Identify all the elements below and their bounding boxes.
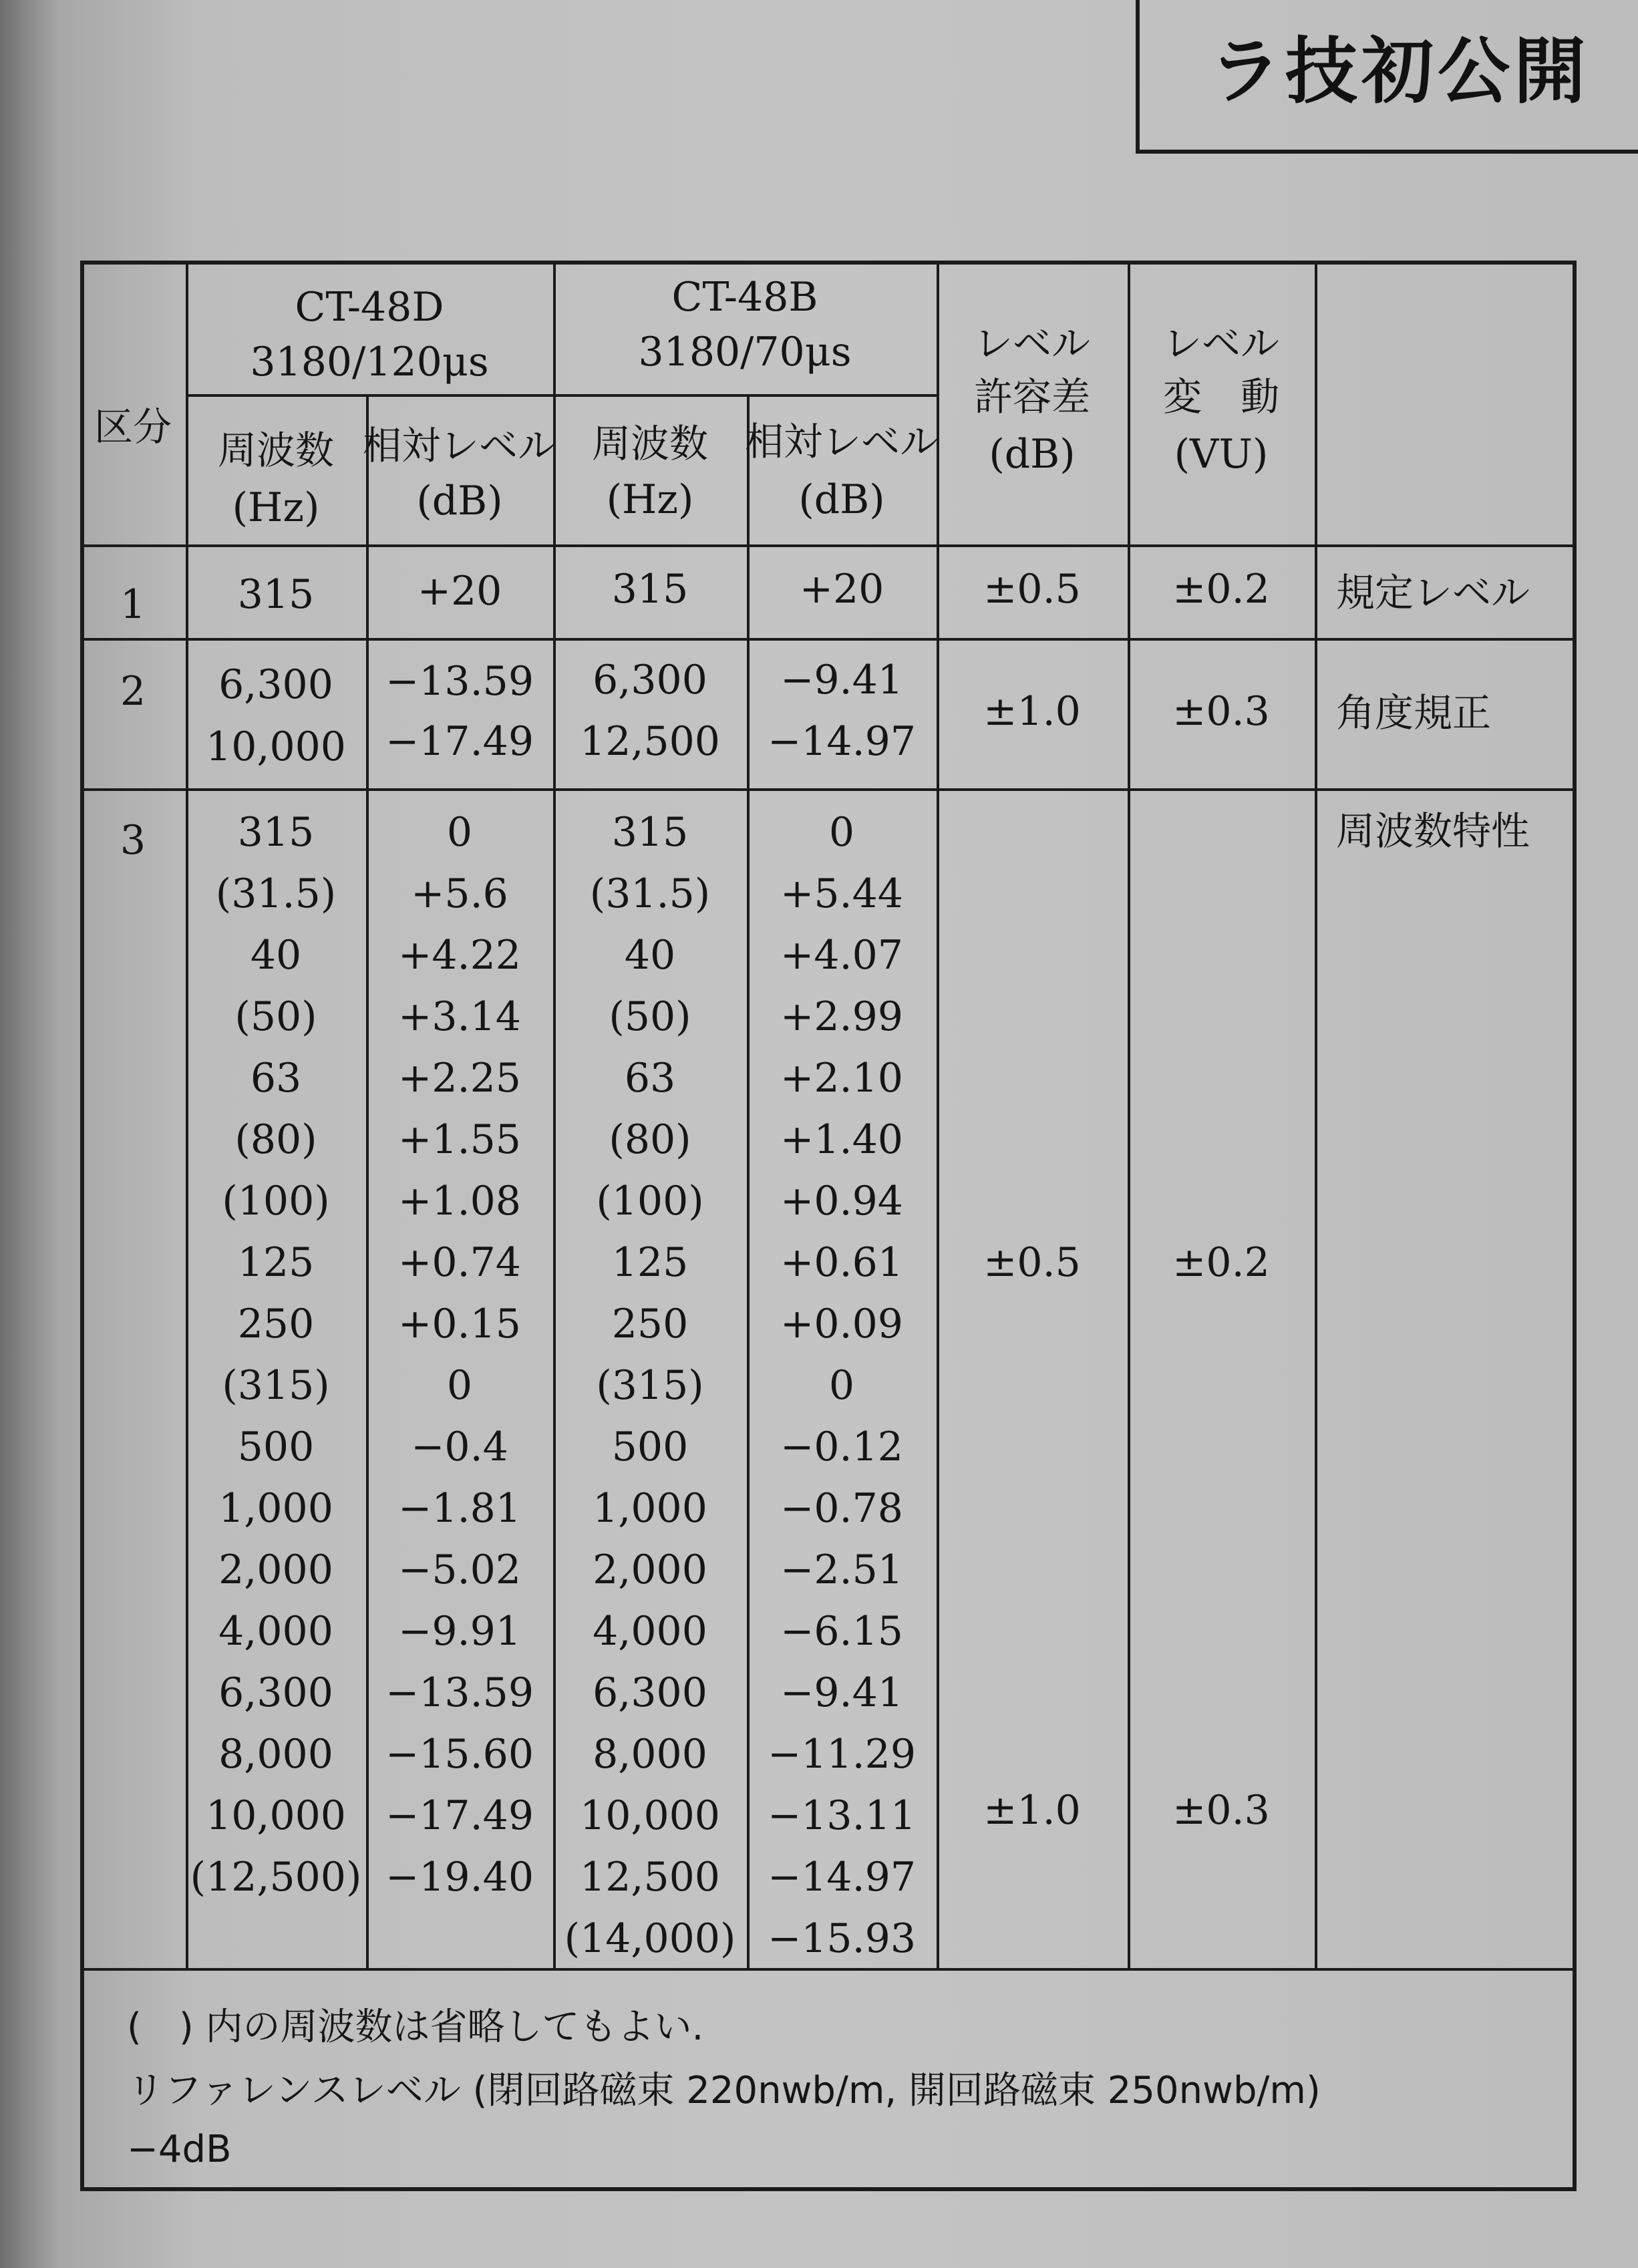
- row1-b-rel: +20: [799, 566, 884, 613]
- list-item: −14.97: [767, 1854, 917, 1901]
- list-item: 0: [828, 1362, 855, 1409]
- list-item: 250: [237, 1301, 315, 1347]
- row3-d-freq-column: [190, 802, 362, 1908]
- list-item: (315): [596, 1362, 704, 1409]
- list-item: +0.09: [780, 1301, 903, 1347]
- header-ct48d-time: 3180/120μs: [250, 339, 489, 385]
- row1-variation: ±0.2: [1172, 566, 1270, 613]
- list-item: 4,000: [218, 1608, 333, 1655]
- list-item: −9.91: [398, 1608, 521, 1655]
- header-variation-1: レベル: [1162, 321, 1280, 366]
- list-item: (50): [234, 993, 317, 1040]
- list-item: (31.5): [215, 870, 337, 917]
- list-item: 315: [611, 809, 689, 856]
- list-item: (80): [234, 1116, 317, 1163]
- table-line: [80, 544, 1577, 547]
- list-item: (100): [222, 1178, 330, 1225]
- list-item: 40: [624, 932, 676, 979]
- list-item: −9.41: [780, 1669, 903, 1716]
- list-item: 12,500: [580, 1854, 720, 1901]
- table-note-3: −4dB: [127, 2128, 232, 2171]
- row2-d-freq-2: 10,000: [206, 723, 346, 770]
- list-item: +0.74: [398, 1239, 521, 1286]
- list-item: −13.59: [385, 1669, 534, 1716]
- list-item: (12,500): [190, 1854, 362, 1901]
- list-item: +5.6: [411, 870, 508, 917]
- row2-tolerance: ±1.0: [983, 688, 1081, 735]
- list-item: 63: [250, 1055, 302, 1102]
- list-item: 2,000: [218, 1547, 333, 1593]
- header-b-freq-unit: (Hz): [606, 476, 694, 523]
- row2-d-rel-2: −17.49: [385, 718, 534, 765]
- table-line: [80, 638, 1577, 641]
- row1-tolerance: ±0.5: [983, 566, 1081, 613]
- row3-division: 3: [120, 817, 146, 864]
- row3-variation-a: ±0.2: [1172, 1239, 1270, 1286]
- header-tolerance-2: 許容差: [973, 374, 1091, 420]
- header-ct48d-model: CT-48D: [295, 284, 444, 331]
- row2-d-freq-1: 6,300: [218, 661, 333, 708]
- list-item: (31.5): [589, 870, 711, 917]
- list-item: −6.15: [780, 1608, 903, 1655]
- row3-b-rel-column: [768, 802, 916, 1969]
- list-item: 6,300: [593, 1669, 707, 1716]
- list-item: −15.60: [385, 1731, 534, 1778]
- row1-remark: 規定レベル: [1336, 570, 1530, 615]
- table-line: [80, 788, 1577, 791]
- header-b-freq: 周波数: [591, 421, 709, 466]
- list-item: 0: [828, 809, 855, 856]
- list-item: 10,000: [580, 1792, 720, 1839]
- table-note-2: リファレンスレベル (閉回路磁束 220nwb/m, 開回路磁束 250nwb/m): [127, 2069, 1321, 2112]
- row2-division: 2: [120, 668, 146, 715]
- row2-b-freq-2: 12,500: [580, 718, 720, 765]
- list-item: +1.08: [398, 1178, 521, 1225]
- header-b-rel-unit: (dB): [798, 476, 885, 523]
- list-item: (80): [609, 1116, 691, 1163]
- list-item: −1.81: [398, 1485, 521, 1532]
- header-variation-2: 変 動: [1162, 374, 1280, 420]
- list-item: +0.61: [780, 1239, 903, 1286]
- header-variation-3: (VU): [1174, 431, 1269, 478]
- header-d-rel: 相対レベル: [362, 423, 557, 468]
- table-note-1: ( ) 内の周波数は省略してもよい.: [127, 2005, 704, 2049]
- header-ct48b-model: CT-48B: [671, 274, 818, 321]
- list-item: 10,000: [206, 1792, 346, 1839]
- table-line: [186, 394, 937, 397]
- list-item: +3.14: [398, 993, 521, 1040]
- table-line: [186, 261, 188, 1971]
- list-item: +0.15: [398, 1301, 521, 1347]
- list-item: 500: [611, 1424, 689, 1470]
- header-tolerance-3: (dB): [989, 431, 1076, 478]
- row2-b-freq-1: 6,300: [593, 657, 707, 703]
- list-item: +5.44: [780, 870, 903, 917]
- list-item: 500: [237, 1424, 315, 1470]
- list-item: −19.40: [385, 1854, 534, 1901]
- row3-tolerance-b: ±1.0: [983, 1787, 1081, 1834]
- row2-d-rel-1: −13.59: [385, 658, 534, 705]
- header-d-freq: 周波数: [217, 428, 335, 473]
- list-item: (315): [222, 1362, 330, 1409]
- list-item: +2.99: [780, 993, 903, 1040]
- table-line: [747, 394, 750, 1971]
- list-item: +4.22: [398, 932, 521, 979]
- row1-b-freq: 315: [611, 566, 689, 613]
- list-item: +1.40: [780, 1116, 903, 1163]
- list-item: 125: [611, 1239, 689, 1286]
- row3-d-rel-column: [385, 802, 534, 1908]
- table-line: [366, 394, 369, 1971]
- row1-d-freq: 315: [237, 571, 315, 618]
- list-item: 1,000: [593, 1485, 707, 1532]
- list-item: 315: [237, 809, 315, 856]
- list-item: 125: [237, 1239, 315, 1286]
- list-item: 4,000: [593, 1608, 707, 1655]
- list-item: (14,000): [564, 1915, 736, 1962]
- page-title: ラ技初公開: [1209, 30, 1591, 114]
- row1-division: 1: [120, 581, 146, 628]
- table-line: [937, 261, 939, 1971]
- header-d-rel-unit: (dB): [416, 478, 503, 524]
- list-item: 40: [250, 932, 302, 979]
- row3-variation-b: ±0.3: [1172, 1787, 1270, 1834]
- row3-remark: 周波数特性: [1336, 808, 1530, 854]
- row2-b-rel-2: −14.97: [767, 718, 917, 765]
- list-item: −5.02: [398, 1547, 521, 1593]
- row2-remark: 角度規正: [1336, 690, 1492, 736]
- list-item: −15.93: [767, 1915, 917, 1962]
- list-item: 0: [446, 1362, 473, 1409]
- table-line: [1128, 261, 1130, 1971]
- header-b-rel: 相対レベル: [744, 419, 939, 464]
- list-item: −0.4: [411, 1424, 508, 1470]
- list-item: 2,000: [593, 1547, 707, 1593]
- list-item: −0.12: [780, 1424, 903, 1470]
- list-item: 8,000: [593, 1731, 707, 1778]
- table-line: [1315, 261, 1317, 1971]
- row3-b-freq-column: [564, 802, 736, 1969]
- list-item: −13.11: [767, 1792, 917, 1839]
- header-ct48b-time: 3180/70μs: [638, 329, 852, 375]
- list-item: (100): [596, 1178, 704, 1225]
- list-item: +4.07: [780, 932, 903, 979]
- list-item: 6,300: [218, 1669, 333, 1716]
- row1-d-rel: +20: [417, 568, 502, 615]
- header-tolerance-1: レベル: [973, 321, 1091, 366]
- header-d-freq-unit: (Hz): [232, 484, 320, 531]
- list-item: +2.25: [398, 1055, 521, 1102]
- list-item: 8,000: [218, 1731, 333, 1778]
- list-item: +1.55: [398, 1116, 521, 1163]
- table-line: [553, 261, 556, 1971]
- list-item: −11.29: [767, 1731, 917, 1778]
- header-division: 区分: [94, 404, 172, 450]
- list-item: +0.94: [780, 1178, 903, 1225]
- list-item: +2.10: [780, 1055, 903, 1102]
- list-item: 63: [624, 1055, 676, 1102]
- list-item: 0: [446, 809, 473, 856]
- list-item: 250: [611, 1301, 689, 1347]
- row2-variation: ±0.3: [1172, 688, 1270, 735]
- list-item: (50): [609, 993, 691, 1040]
- list-item: 1,000: [218, 1485, 333, 1532]
- row3-tolerance-a: ±0.5: [983, 1239, 1081, 1286]
- list-item: −17.49: [385, 1792, 534, 1839]
- list-item: −2.51: [780, 1547, 903, 1593]
- row2-b-rel-1: −9.41: [780, 657, 903, 703]
- list-item: −0.78: [780, 1485, 903, 1532]
